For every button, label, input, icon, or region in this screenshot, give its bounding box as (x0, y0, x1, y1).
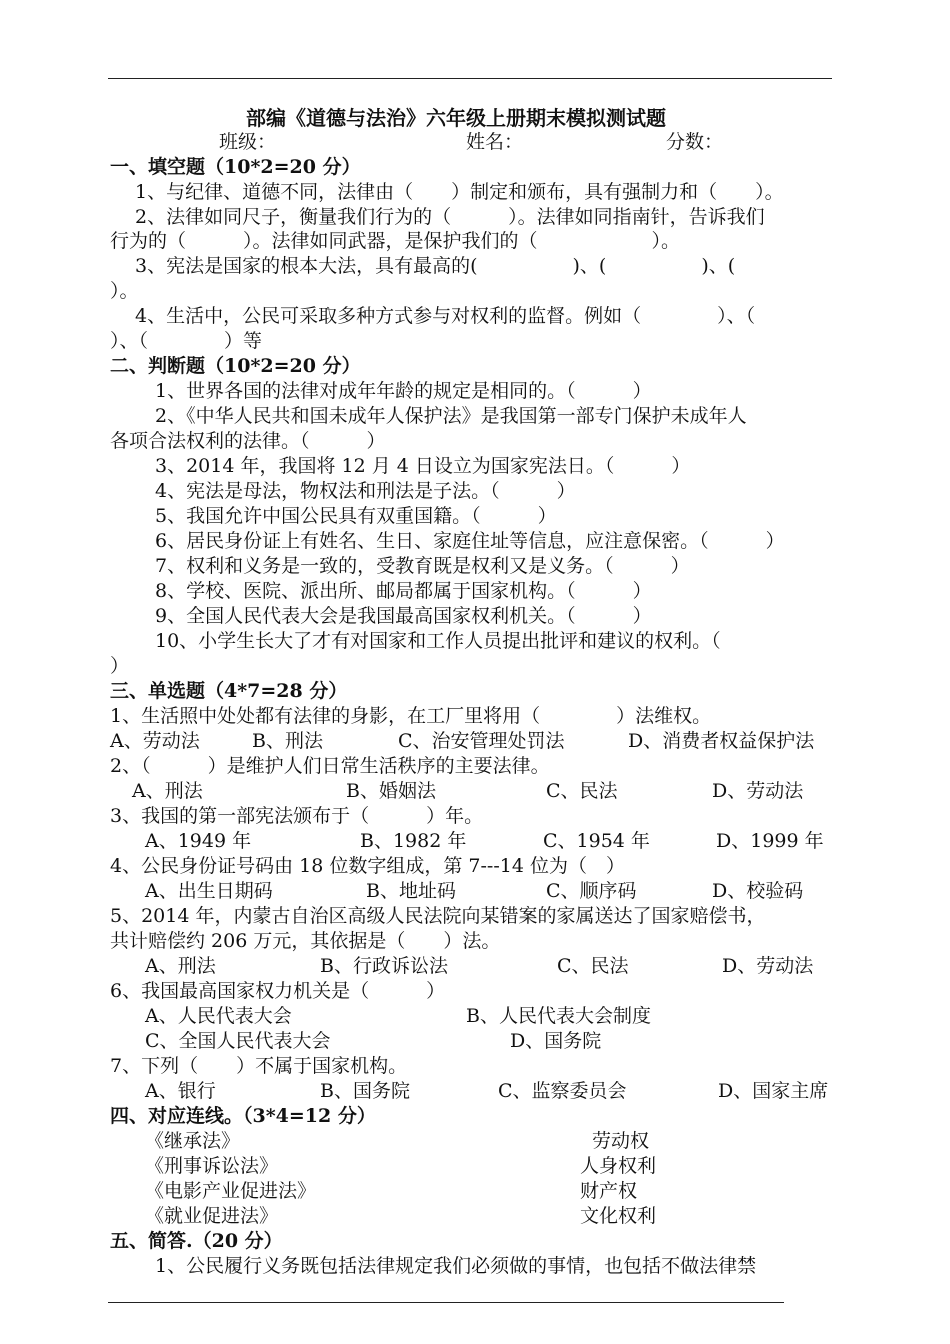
choice-q6-option-d: D、国务院 (510, 1030, 602, 1052)
choice-q2-option-b: B、婚姻法 (346, 780, 436, 802)
choice-q2-stem: 2、（ ）是维护人们日常生活秩序的主要法律。 (110, 755, 550, 777)
fill-q4-line1: 4、生活中，公民可采取多种方式参与对权利的监督。例如（ ）、（ (135, 305, 756, 327)
choice-q6-option-b: B、人民代表大会制度 (466, 1005, 651, 1027)
choice-q2-option-c: C、民法 (546, 780, 618, 802)
section-3-heading: 三、单选题（4*7=28 分） (110, 680, 348, 702)
choice-q7-option-d: D、国家主席 (718, 1080, 829, 1102)
choice-q4-stem: 4、公民身份证号码由 18 位数字组成，第 7---14 位为（ ） (110, 855, 625, 877)
choice-q3-option-d: D、1999 年 (716, 830, 824, 852)
match-left-2: 《刑事诉讼法》 (145, 1155, 279, 1177)
choice-q1-option-d: D、消费者权益保护法 (628, 730, 815, 752)
fill-q1: 1、与纪律、道德不同，法律由（ ）制定和颁布，具有强制力和（ ）。 (135, 181, 784, 203)
choice-q6-option-c: C、全国人民代表大会 (145, 1030, 331, 1052)
judge-q8: 8、学校、医院、派出所、邮局都属于国家机构。（ ） (155, 580, 652, 602)
name-field: 姓名： (466, 131, 524, 153)
section-5-heading: 五、简答.（20 分） (110, 1230, 283, 1252)
choice-q1-stem: 1、生活照中处处都有法律的身影，在工厂里将用（ ）法维权。 (110, 705, 712, 727)
section-1-heading: 一、填空题（10*2=20 分） (110, 156, 361, 178)
choice-q4-option-c: C、顺序码 (546, 880, 637, 902)
choice-q3-option-a: A、1949 年 (145, 830, 252, 852)
judge-q10-line2: ） (110, 655, 130, 677)
judge-q7: 7、权利和义务是一致的，受教育既是权利又是义务。（ ） (155, 555, 690, 577)
judge-q5: 5、我国允许中国公民具有双重国籍。（ ） (155, 505, 557, 527)
fill-q4-line2: ）、（ ）等 (110, 330, 263, 352)
fill-q3-line2: ）。 (110, 280, 139, 302)
choice-q5-stem-line2: 共计赔偿约 206 万元，其依据是（ ）法。 (110, 930, 501, 952)
choice-q7-stem: 7、下列（ ）不属于国家机构。 (110, 1055, 408, 1077)
judge-q2-line2: 各项合法权利的法律。（ ） (110, 430, 386, 452)
choice-q6-stem: 6、我国最高国家权力机关是（ ） (110, 980, 446, 1002)
match-right-1: 劳动权 (592, 1130, 650, 1152)
judge-q4: 4、宪法是母法，物权法和刑法是子法。（ ） (155, 480, 576, 502)
match-right-4: 文化权利 (580, 1205, 657, 1227)
fill-q3-line1: 3、宪法是国家的根本大法，具有最高的( )、( )、( (135, 255, 736, 277)
match-left-4: 《就业促进法》 (145, 1205, 279, 1227)
choice-q7-option-b: B、国务院 (320, 1080, 410, 1102)
top-rule (108, 78, 832, 79)
match-left-1: 《继承法》 (145, 1130, 241, 1152)
judge-q10-line1: 10、小学生长大了才有对国家和工作人员提出批评和建议的权利。（ (155, 630, 721, 652)
choice-q4-option-d: D、校验码 (712, 880, 804, 902)
choice-q5-option-a: A、刑法 (145, 955, 216, 977)
judge-q3: 3、2014 年，我国将 12 月 4 日设立为国家宪法日。（ ） (155, 455, 691, 477)
choice-q3-stem: 3、我国的第一部宪法颁布于（ ）年。 (110, 805, 484, 827)
fill-q2-line2: 行为的（ ）。法律如同武器，是保护我们的（ ）。 (110, 230, 681, 252)
match-left-3: 《电影产业促进法》 (145, 1180, 317, 1202)
choice-q7-option-a: A、银行 (145, 1080, 216, 1102)
choice-q2-option-a: A、刑法 (132, 780, 203, 802)
match-right-2: 人身权利 (580, 1155, 657, 1177)
choice-q1-option-b: B、刑法 (252, 730, 323, 752)
choice-q7-option-c: C、监察委员会 (498, 1080, 627, 1102)
section-4-heading: 四、对应连线。（3*4=12 分） (110, 1105, 376, 1127)
choice-q1-option-a: A、劳动法 (110, 730, 200, 752)
choice-q1-option-c: C、治安管理处罚法 (398, 730, 565, 752)
score-field: 分数： (666, 131, 724, 153)
choice-q5-option-d: D、劳动法 (722, 955, 814, 977)
judge-q2-line1: 2、《中华人民共和国未成年人保护法》是我国第一部专门保护未成年人 (155, 405, 747, 427)
judge-q9: 9、全国人民代表大会是我国最高国家权利机关。（ ） (155, 605, 652, 627)
page-title: 部编《道德与法治》六年级上册期末模拟测试题 (246, 106, 666, 130)
section-2-heading: 二、判断题（10*2=20 分） (110, 355, 361, 377)
choice-q3-option-b: B、1982 年 (360, 830, 467, 852)
choice-q5-stem-line1: 5、2014 年，内蒙古自治区高级人民法院向某错案的家属送达了国家赔偿书， (110, 905, 766, 927)
choice-q4-option-a: A、出生日期码 (145, 880, 273, 902)
choice-q4-option-b: B、地址码 (366, 880, 456, 902)
choice-q5-option-b: B、行政诉讼法 (320, 955, 448, 977)
choice-q5-option-c: C、民法 (557, 955, 629, 977)
judge-q6: 6、居民身份证上有姓名、生日、家庭住址等信息，应注意保密。（ ） (155, 530, 785, 552)
fill-q2-line1: 2、法律如同尺子，衡量我们行为的（ ）。法律如同指南针，告诉我们 (135, 206, 765, 228)
judge-q1: 1、世界各国的法律对成年年龄的规定是相同的。（ ） (155, 380, 652, 402)
choice-q2-option-d: D、劳动法 (712, 780, 804, 802)
bottom-rule (108, 1302, 784, 1303)
class-field: 班级： (219, 131, 277, 153)
choice-q3-option-c: C、1954 年 (543, 830, 650, 852)
match-right-3: 财产权 (580, 1180, 638, 1202)
choice-q6-option-a: A、人民代表大会 (145, 1005, 292, 1027)
short-answer-q1: 1、公民履行义务既包括法律规定我们必须做的事情，也包括不做法律禁 (155, 1255, 757, 1277)
